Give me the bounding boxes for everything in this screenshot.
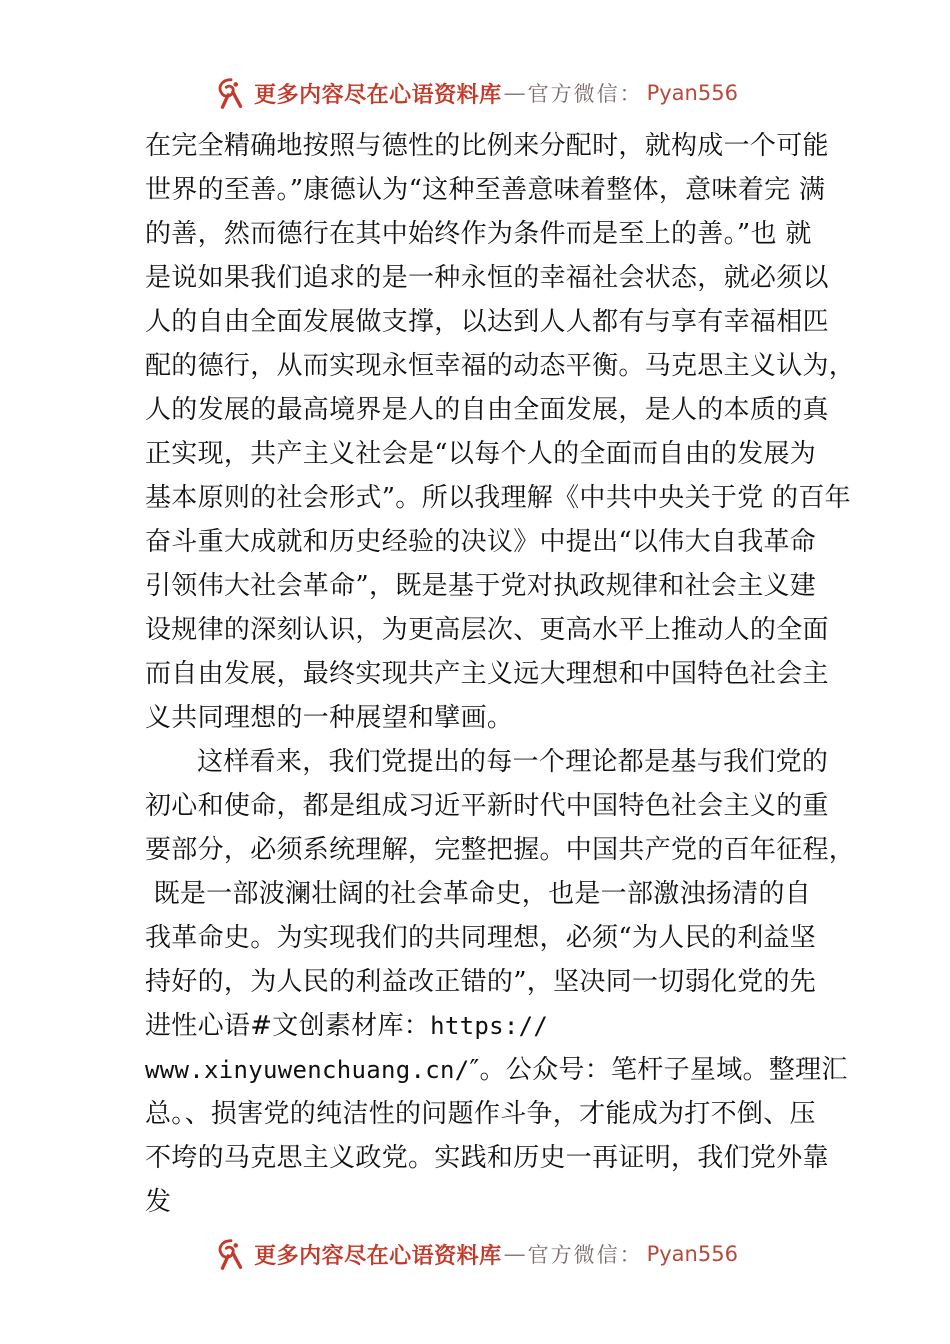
text-line: 世界的至善。”康德认为“这种至善意味着整体，意味着完 满 xyxy=(145,175,826,205)
text-line: 设规律的深刻认识，为更高层次、更高水平上推动人的全面 xyxy=(145,615,829,645)
url-segment: www.xinyuwenchuang.cn/ xyxy=(145,1056,470,1084)
text-line: 配的德行，从而实现永恒幸福的动态平衡。马克思主义认为， xyxy=(145,351,856,381)
text-line: 发 xyxy=(145,1187,172,1217)
text-line: 初心和使命，都是组成习近平新时代中国特色社会主义的重 xyxy=(145,791,829,821)
text-line xyxy=(145,1004,825,1048)
header-banner xyxy=(0,73,950,113)
text-line: 是说如果我们追求的是一种永恒的幸福社会状态，就必须以 xyxy=(145,263,829,293)
banner-separator: — xyxy=(503,80,526,106)
banner-wechat-id: Pyan556 xyxy=(646,1242,738,1266)
text-line: 不垮的马克思主义政党。实践和历史一再证明，我们党外靠 xyxy=(145,1143,829,1173)
banner-wechat-label: 官方微信： xyxy=(527,82,643,106)
footer-banner xyxy=(0,1234,950,1274)
text-line: 在完全精确地按照与德性的比例来分配时，就构成一个可能 xyxy=(145,131,829,161)
text-line: 持好的，为人民的利益改正错的”，坚决同一切弱化党的先 xyxy=(145,967,817,997)
text-line: 基本原则的社会形式”。所以我理解《中共中央关于党 的百年 xyxy=(145,483,851,513)
paragraph-start-line: 这样看来，我们党提出的每一个理论都是基与我们党的 xyxy=(197,747,829,777)
text-line: 既是一部波澜壮阔的社会革命史，也是一部激浊扬清的自 xyxy=(145,879,812,909)
document-body xyxy=(145,124,856,1224)
banner-title: 更多内容尽在心语资料库 xyxy=(254,81,502,108)
text-line: 而自由发展，最终实现共产主义远大理想和中国特色社会主 xyxy=(145,659,829,689)
text-line xyxy=(145,1048,848,1092)
text-line: 引领伟大社会革命”，既是基于党对执政规律和社会主义建 xyxy=(145,571,817,601)
text-line: 要部分，必须系统理解，完整把握。中国共产党的百年征程， xyxy=(145,835,856,865)
text-line: 奋斗重大成就和历史经验的决议》中提出“以伟大自我革命 xyxy=(145,527,817,557)
text-line: 人的自由全面发展做支撑，以达到人人都有与享有幸福相匹 xyxy=(145,307,829,337)
text-line: 正实现，共产主义社会是“以每个人的全面而自由的发展为 xyxy=(145,439,817,469)
text-segment: ″。公众号：笔杆子星域。整理汇 xyxy=(469,1055,848,1085)
banner-wechat-label: 官方微信： xyxy=(527,1243,643,1267)
text-line: 的善，然而德行在其中始终作为条件而是至上的善。”也 就 xyxy=(145,219,812,249)
banner-wechat-id: Pyan556 xyxy=(646,81,738,105)
ribbon-logo-icon xyxy=(212,74,250,112)
text-line: 总。、损害党的纯洁性的问题作斗争，才能成为打不倒、压 xyxy=(145,1099,816,1129)
text-line: 义共同理想的一种展望和擘画。 xyxy=(145,703,514,733)
banner-separator: — xyxy=(503,1241,526,1267)
text-segment: 进性心语#文创素材库： xyxy=(145,1011,431,1041)
banner-title: 更多内容尽在心语资料库 xyxy=(254,1242,502,1269)
ribbon-logo-icon xyxy=(212,1235,250,1273)
text-line: 我革命史。为实现我们的共同理想，必须“为人民的利益坚 xyxy=(145,923,817,953)
url-segment: https:// xyxy=(430,1012,549,1040)
text-line: 人的发展的最高境界是人的自由全面发展，是人的本质的真 xyxy=(145,395,829,425)
